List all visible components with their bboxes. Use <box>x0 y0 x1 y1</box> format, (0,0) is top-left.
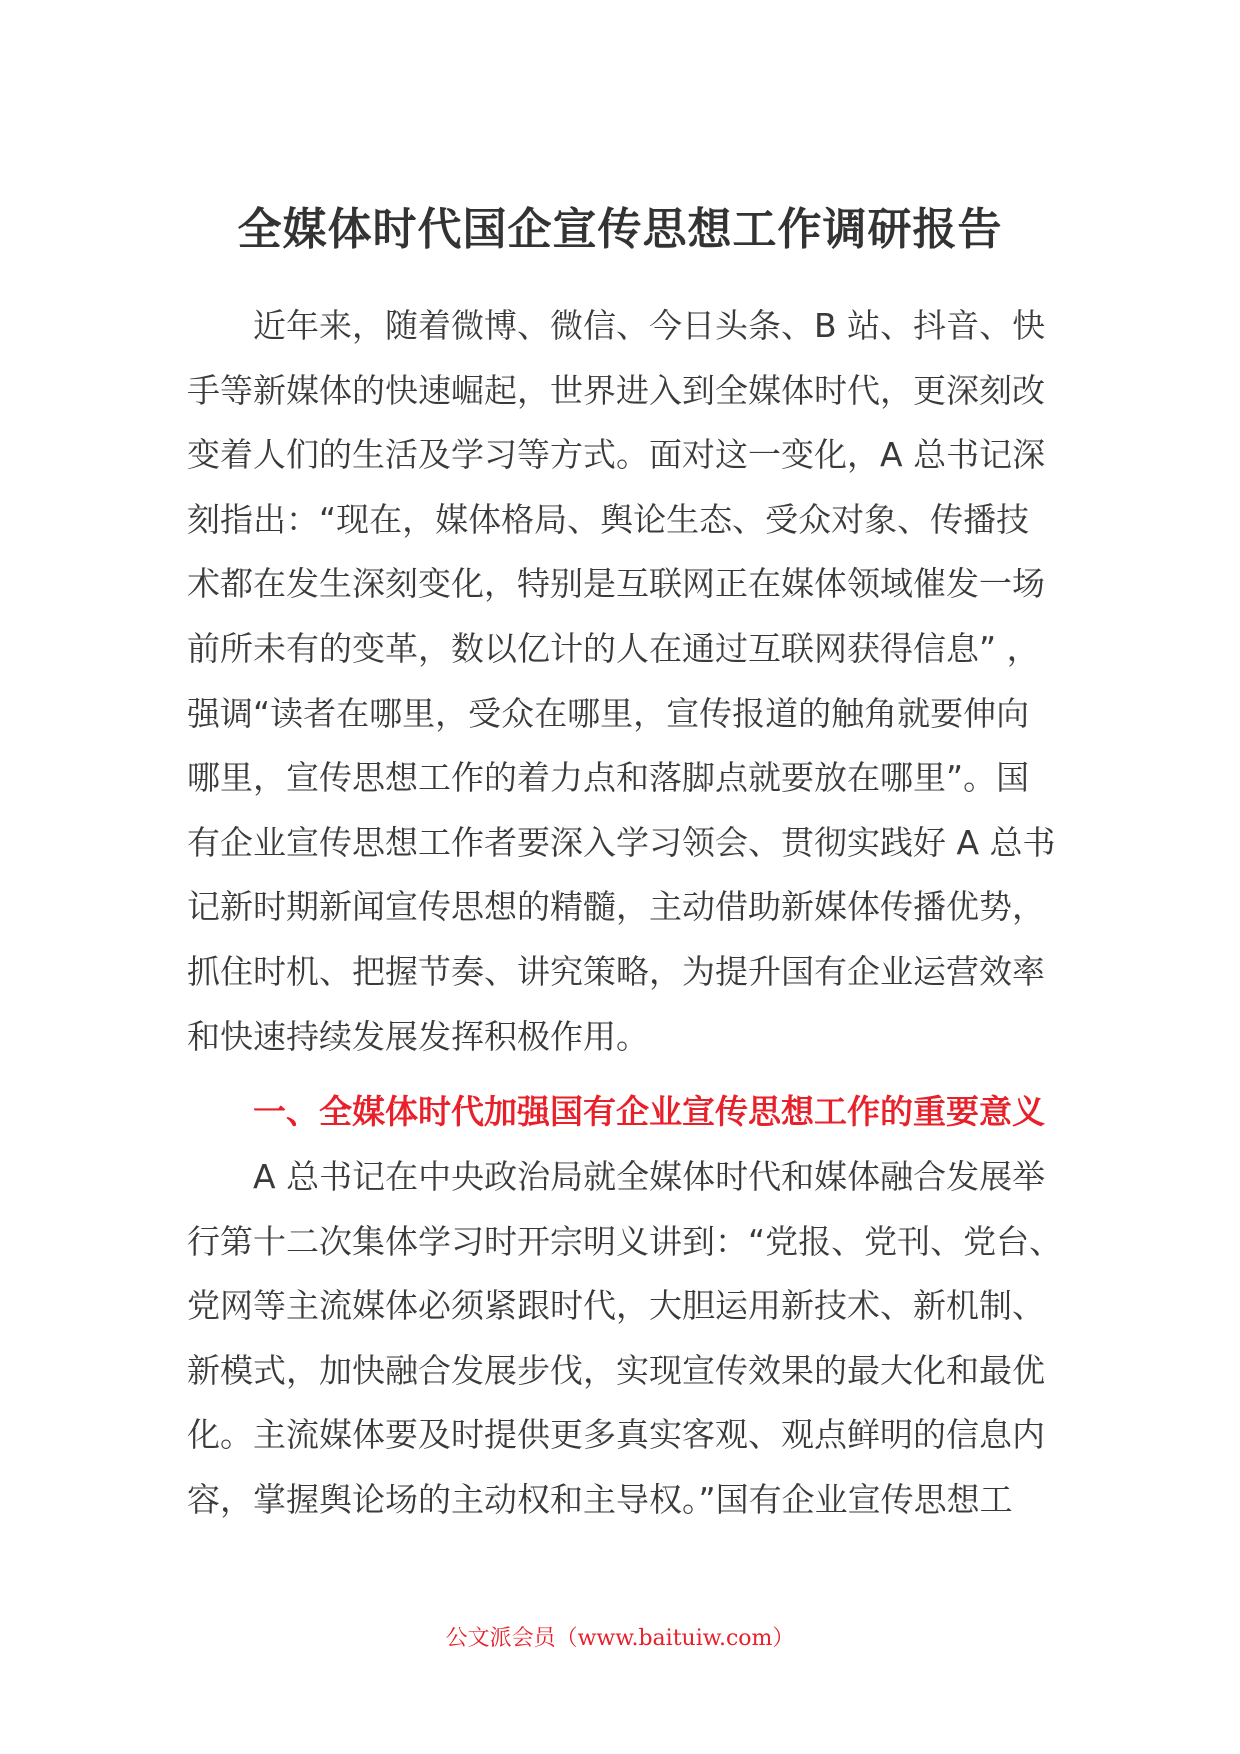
paragraph-line: 党网等主流媒体必须紧跟时代，大胆运用新技术、新机制、 <box>187 1286 1045 1326</box>
paragraph-line: 变着人们的生活及学习等方式。面对这一变化，A 总书记深 <box>187 435 1046 475</box>
paragraph-line: 和快速持续发展发挥积极作用。 <box>187 1016 649 1056</box>
paragraph-line: A 总书记在中央政治局就全媒体时代和媒体融合发展举 <box>253 1157 1046 1196</box>
paragraph-line: 刻指出：“现在，媒体格局、舆论生态、受众对象、传播技 <box>187 499 1030 539</box>
paragraph-line: 强调“读者在哪里，受众在哪里，宣传报道的触角就要伸向 <box>187 693 1030 733</box>
paragraph-line: 近年来，随着微博、微信、今日头条、B 站、抖音、快 <box>253 306 1046 345</box>
document-title: 全媒体时代国企宣传思想工作调研报告 <box>237 204 1003 255</box>
section-heading-1: 一、全媒体时代加强国有企业宣传思想工作的重要意义 <box>253 1092 1045 1131</box>
paragraph-intro <box>187 294 1056 1069</box>
paragraph-line: 记新时期新闻宣传思想的精髓，主动借助新媒体传播优势， <box>187 887 1045 927</box>
paragraph-line: 抓住时机、把握节奏、讲究策略，为提升国有企业运营效率 <box>187 951 1045 991</box>
paragraph-line: 新模式，加快融合发展步伐，实现宣传效果的最大化和最优 <box>187 1350 1045 1390</box>
paragraph-line: 手等新媒体的快速崛起，世界进入到全媒体时代，更深刻改 <box>187 370 1045 410</box>
paragraph-line: 化。主流媒体要及时提供更多真实客观、观点鲜明的信息内 <box>187 1415 1045 1455</box>
paragraph-line: 有企业宣传思想工作者要深入学习领会、贯彻实践好 A 总书 <box>187 822 1056 862</box>
paragraph-line: 哪里，宣传思想工作的着力点和落脚点就要放在哪里”。国 <box>187 758 1030 798</box>
footer-watermark: 公文派会员（www.baituiw.com） <box>445 1626 795 1651</box>
paragraph-section-1 <box>187 1145 1063 1533</box>
paragraph-line: 前所未有的变革，数以亿计的人在通过互联网获得信息” ， <box>187 628 1040 668</box>
paragraph-line: 行第十二次集体学习时开宗明义讲到：“党报、党刊、党台、 <box>187 1221 1063 1261</box>
paragraph-line: 容，掌握舆论场的主动权和主导权。”国有企业宣传思想工 <box>187 1479 1013 1519</box>
paragraph-line: 术都在发生深刻变化，特别是互联网正在媒体领域催发一场 <box>187 564 1045 604</box>
